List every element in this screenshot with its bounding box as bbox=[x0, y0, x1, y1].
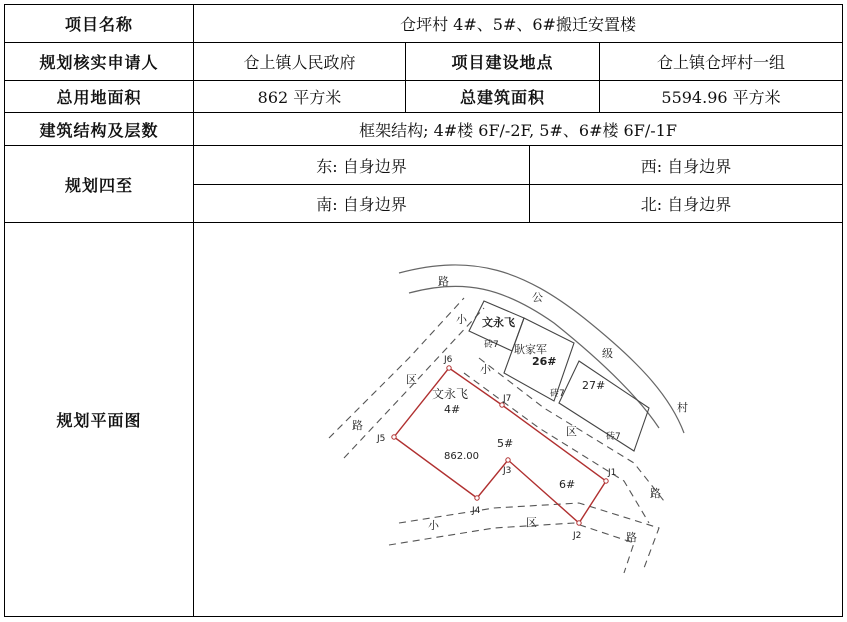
point-j1-label: J1 bbox=[608, 468, 617, 478]
middle-alley-char-2: 区 bbox=[566, 425, 577, 438]
location-value: 仓上镇仓坪村一组 bbox=[600, 43, 843, 81]
neighbor-building-26-label: 26# bbox=[532, 355, 557, 368]
point-j2-label: J2 bbox=[573, 531, 582, 541]
site-building-6-label: 6# bbox=[559, 478, 576, 491]
location-label: 项目建设地点 bbox=[406, 43, 600, 81]
point-j5-marker bbox=[392, 435, 396, 439]
land-area-label: 总用地面积 bbox=[5, 81, 194, 113]
point-j1-marker bbox=[604, 479, 608, 483]
point-j3-marker bbox=[506, 458, 510, 462]
middle-alley-char-1: 小 bbox=[480, 363, 491, 376]
point-j7-label: J7 bbox=[503, 394, 512, 404]
boundary-west: 西: 自身边界 bbox=[530, 146, 843, 185]
point-j6-label: J6 bbox=[444, 355, 453, 365]
site-building-5-label: 5# bbox=[497, 437, 514, 450]
upper-alley-char-2: 区 bbox=[406, 373, 417, 386]
middle-alley-char-3: 路 bbox=[650, 487, 661, 500]
applicant-label: 规划核实申请人 bbox=[5, 43, 194, 81]
site-plan-cell bbox=[194, 223, 843, 617]
neighbor-brick-top: 砖7 bbox=[484, 340, 499, 350]
point-j4-marker bbox=[475, 496, 479, 500]
project-name-value: 仓坪村 4#、5#、6#搬迁安置楼 bbox=[194, 5, 843, 43]
neighbor-building-27-label: 27# bbox=[582, 379, 606, 392]
lower-alley-char-3: 路 bbox=[626, 531, 637, 544]
point-j3-label: J3 bbox=[503, 466, 512, 476]
project-name-label: 项目名称 bbox=[5, 5, 194, 43]
lower-alley-char-1: 小 bbox=[428, 519, 439, 532]
boundary-south: 南: 自身边界 bbox=[194, 185, 530, 223]
road-char-3: 级 bbox=[602, 347, 613, 360]
point-j4-label: J4 bbox=[472, 506, 481, 516]
point-j2-marker bbox=[577, 521, 581, 525]
road-char-1: 路 bbox=[438, 275, 449, 288]
structure-value: 框架结构; 4#楼 6F/-2F, 5#、6#楼 6F/-1F bbox=[194, 113, 843, 146]
upper-alley-char-3: 路 bbox=[352, 419, 363, 432]
boundary-east: 东: 自身边界 bbox=[194, 146, 530, 185]
lower-alley-edge-b bbox=[389, 523, 634, 573]
applicant-value: 仓上镇人民政府 bbox=[194, 43, 406, 81]
upper-alley-char-1: 小 bbox=[456, 313, 467, 326]
lower-alley-edge-a bbox=[399, 503, 659, 568]
land-area-value: 862 平方米 bbox=[194, 81, 406, 113]
site-plan-map bbox=[194, 223, 842, 617]
planning-verification-table bbox=[4, 4, 843, 617]
neighbor-brick-mid: 砖7 bbox=[550, 389, 565, 399]
site-area-label: 862.00 bbox=[444, 451, 479, 462]
building-area-label: 总建筑面积 bbox=[406, 81, 600, 113]
upper-alley-edge-a bbox=[329, 298, 464, 438]
road-char-4: 村 bbox=[677, 401, 688, 414]
neighbor-brick-right: 砖7 bbox=[606, 432, 621, 442]
site-plan-label: 规划平面图 bbox=[5, 223, 194, 617]
point-j5-label: J5 bbox=[377, 434, 386, 444]
building-area-value: 5594.96 平方米 bbox=[600, 81, 843, 113]
lower-alley-char-2: 区 bbox=[526, 516, 537, 529]
neighbor-owner-top: 文永飞 bbox=[482, 316, 515, 329]
site-building-4-label: 4# bbox=[444, 403, 461, 416]
site-owner-label: 文永飞 bbox=[432, 387, 469, 401]
structure-label: 建筑结构及层数 bbox=[5, 113, 194, 146]
neighbor-owner-geng: 耿家军 bbox=[514, 343, 547, 356]
point-j6-marker bbox=[447, 366, 451, 370]
boundaries-label: 规划四至 bbox=[5, 146, 194, 223]
road-char-2: 公 bbox=[532, 291, 543, 304]
boundary-north: 北: 自身边界 bbox=[530, 185, 843, 223]
